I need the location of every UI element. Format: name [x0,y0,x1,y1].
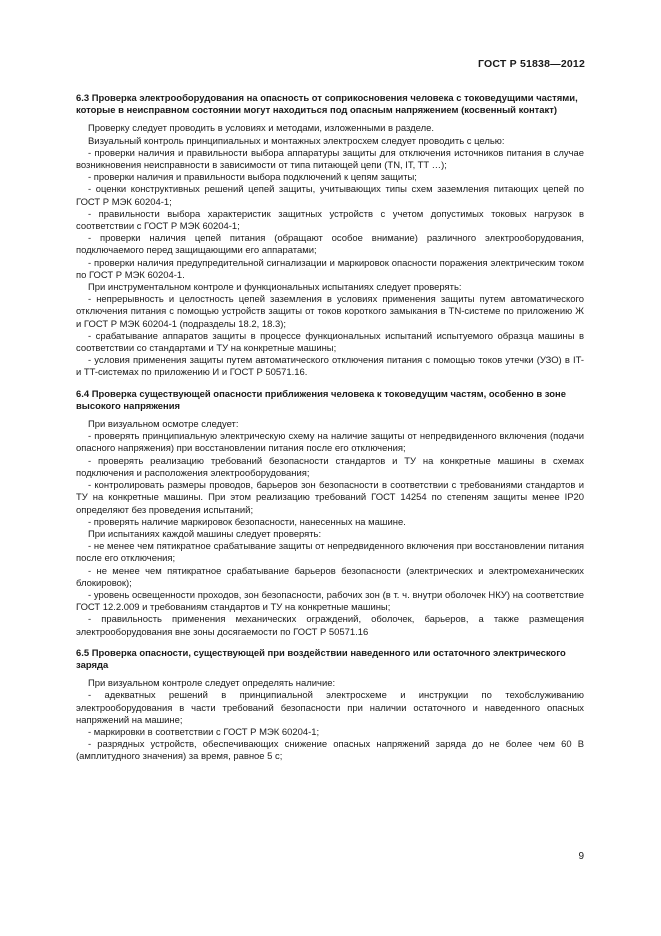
section [76,389,584,639]
list-item: - правильность применения механических ограждений, оболочек, барьеров, а также размещения электрооборудования вне зоны досягаемости по ГОСТ Р 50571.16 [76,614,584,638]
list-item: - оценки конструктивных решений цепей защиты, учитывающих типы схем заземления питающих цепей по ГОСТ Р МЭК 60204-1; [76,184,584,208]
list-item: - срабатывание аппаратов защиты в процессе функциональных испытаний испытуемого образца машины в соответствии со стандартами и ТУ на конкретные машины; [76,330,584,355]
paragraph: При визуальном контроле следует определять наличие: [88,678,336,690]
list-item: - разрядных устройств, обеспечивающих снижение опасных напряжений заряда до не более чем 60 В (амплитудного значения) за время, равное 5 с; [76,739,584,763]
document-header: ГОСТ Р 51838—2012 [477,58,585,70]
list-item: - проверки наличия и правильности выбора подключений к цепям защиты; [88,172,417,184]
list-item: - условия применения защиты путем автоматического отключения питания с помощью токов утечки (УЗО) в IT- и TT-системах по приложению И и ГОСТ Р 50571.16. [76,355,584,379]
paragraph: Проверку следует проводить в условиях и методами, изложенными в разделе. [88,123,434,135]
list-item: - не менее чем пятикратное срабатывание защиты от непредвиденного включения при восстановлении питания после его отключения; [76,541,584,565]
list-item: - маркировки в соответствии с ГОСТ Р МЭК 60204-1; [88,726,320,738]
paragraph: Визуальный контроль принципиальных и монтажных электросхем следует проводить с целью: [88,135,505,147]
section [76,648,584,764]
page-number: 9 [578,851,584,862]
list-item: - проверки наличия цепей питания (обращают особое внимание) различного электрооборудования, подключаемого перед защищающими его аппаратами; [76,233,584,257]
section-title: 6.4 Проверка существующей опасности приближения человека к токоведущим частям, особенно в зоне высокого напряжения [76,388,566,412]
paragraph: При визуальном осмотре следует: [88,419,239,431]
list-item: - правильности выбора характеристик защитных устройств с учетом допустимых токовых нагрузок в соответствии с ГОСТ Р МЭК 60204-1; [76,208,584,233]
list-item: - проверки наличия предупредительной сигнализации и маркировок опасности поражения электрическим током по ГОСТ Р МЭК 60204-1. [76,257,584,281]
paragraph: При инструментальном контроле и функциональных испытаниях следует проверять: [88,282,462,294]
section-spacer [76,380,584,389]
list-item: - адекватных решений в принципиальной электросхеме и инструкции по техобслуживанию электрооборудования в части требований безопасности при наличии остаточного и наведенного опасных напряжений на машине; [76,690,584,726]
section-title: 6.5 Проверка опасности, существующей при воздействии наведенного или остаточного электрического заряда [76,647,566,671]
list-item: - непрерывность и целостность цепей заземления в условиях применения защиты путем автоматического отключения питания с помощью устройств защиты от токов короткого замыкания в TN-системе по приложению Ж и ГОСТ Р МЭК 60204-1 (подразделы 18.2, 18.3); [76,294,584,330]
list-item: - проверять наличие маркировок безопасности, нанесенных на машине. [88,516,406,528]
list-item: - контролировать размеры проводов, барьеров зон безопасности в соответствии с требованиями стандартов и ТУ на конкретные машины. При этом реализацию требований ГОСТ 14254 по степеням защиты менее IP20 определяют без проведения испытаний; [76,480,584,516]
paragraph: При испытаниях каждой машины следует проверять: [88,528,322,540]
section [76,93,584,380]
list-item: - проверять реализацию требований безопасности стандартов и ТУ на конкретные машины в схемах подключения и расположения электрооборудования; [76,455,584,479]
list-item: - проверять принципиальную электрическую схему на наличие защиты от непредвиденного включения (подачи опасного напряжения) при восстановлении питания после его отключения; [76,431,584,455]
section-spacer [76,639,584,648]
page-body [76,93,584,764]
list-item: - проверки наличия и правильности выбора аппаратуры защиты для отключения источников питания в случае возникновения неисправности в зависимости от типа питающей цепи (TN, IT, TT …); [76,147,584,172]
section-title: 6.3 Проверка электрооборудования на опасность от соприкосновения человека с токоведущими частями, которые в неисправном состоянии могут находиться под опасным напряжением (косвенный контакт) [76,93,578,117]
list-item: - уровень освещенности проходов, зон безопасности, рабочих зон (в т. ч. внутри оболочек НКУ) на соответствие ГОСТ 12.2.009 и требованиям стандартов и ТУ на конкретные машины; [76,589,584,614]
list-item: - не менее чем пятикратное срабатывание барьеров безопасности (электрических и электромеханических блокировок); [76,565,584,589]
